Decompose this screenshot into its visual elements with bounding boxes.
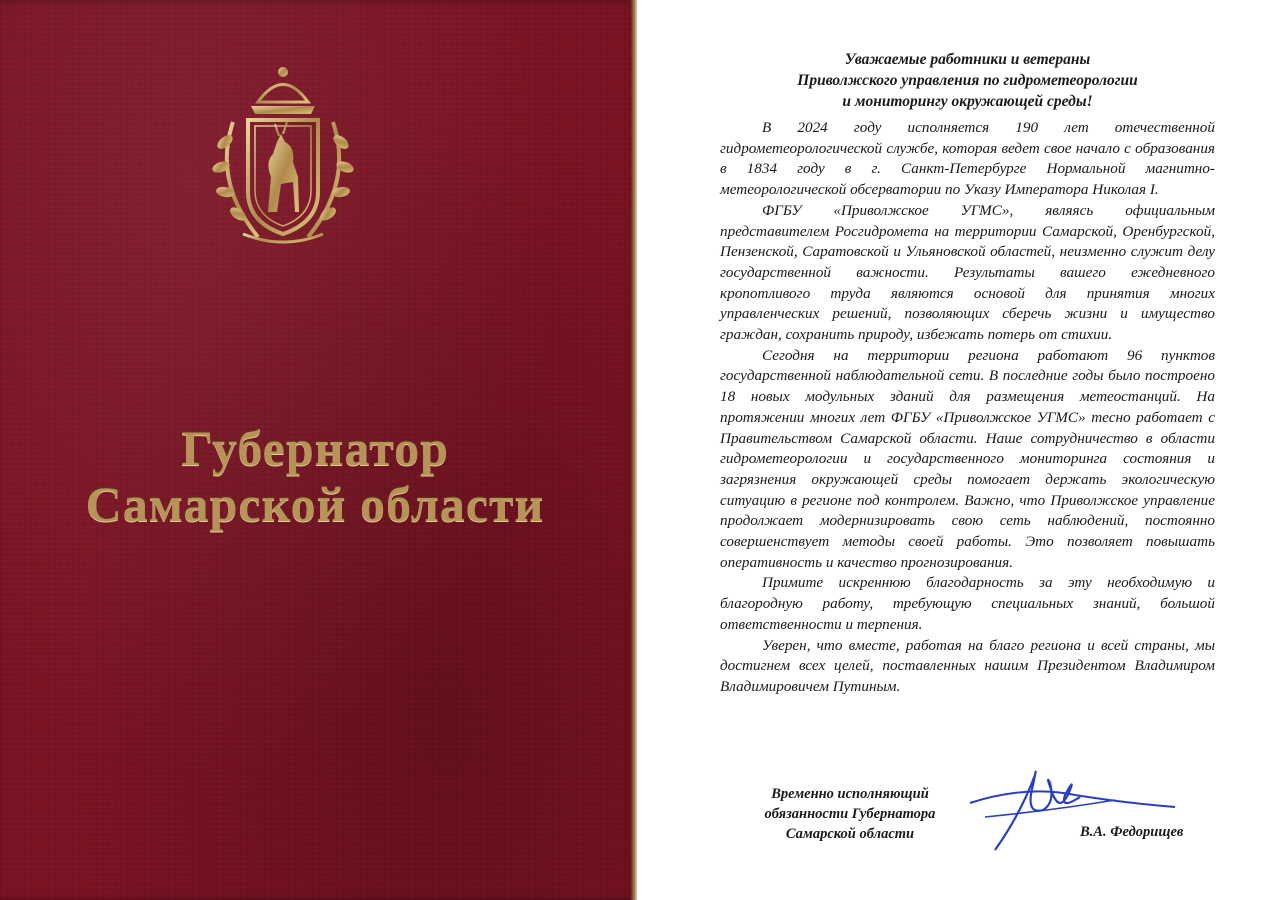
cover-title-line2: Самарской области: [85, 476, 545, 532]
position-line: Самарской области: [785, 826, 915, 842]
handwritten-signature-icon: [965, 755, 1195, 865]
page-edge: [630, 0, 637, 900]
paragraph: Примите искреннюю благодарность за эту необходимую и благородную работу, требующую специальных знаний, большой ответственности и терпения.: [720, 574, 1215, 633]
salutation-line: и мониторингу окружающей среды!: [842, 93, 1093, 110]
position-line: Временно исполняющий: [771, 786, 929, 802]
paragraph: Сегодня на территории региона работают 96 пунктов государственной наблюдательной сети. В последние годы было построено 18 новых модульных зданий для размещения метеостанций. На протяжении многих лет ФГБУ «Приволжское УГМС» тесно работает с Правительством Самарской области. Наше сотрудничество в области гидрометеорологии и государственного мониторинга состояния и загрязнения окружающей среды помогает держать экологическую ситуацию в регионе под контролем. Важно, что Приволжское управление продолжает модернизировать свою сеть наблюдений, постоянно совершенствует методы своей работы. Это позволяет повышать оперативность и качество прогнозирования.: [720, 346, 1215, 571]
samara-coat-of-arms-icon: [203, 62, 363, 252]
cover-title: [40, 420, 590, 532]
position-line: обязанности Губернатора: [764, 806, 936, 822]
signatory-name: В.А. Федорищев: [1080, 824, 1184, 840]
paragraph: В 2024 году исполняется 190 лет отечественной гидрометеорологической службе, которая ведет свое начало с образования в 1834 году в г. Санкт-Петербурге Нормальной магнитно-метеорологической обсерватории по Указу Императора Николая I.: [720, 119, 1215, 199]
paragraph: Уверен, что вместе, работая на благо региона и всей страны, мы достигнем всех целей, поставленных нашим Президентом Владимиром Владимировичем Путиным.: [720, 636, 1215, 695]
letter-body: [720, 118, 1215, 698]
salutation-line: Уважаемые работники и ветераны: [844, 51, 1091, 68]
salutation-line: Приволжского управления по гидрометеорологии: [797, 72, 1138, 89]
cover-page: [0, 0, 637, 900]
paragraph: ФГБУ «Приволжское УГМС», являясь официальным представителем Росгидромета на территории Самарской, Оренбургской, Пензенской, Саратовской и Ульяновской областей, неизменно служит делу государственной важности. Результаты вашего ежедневного кропотливого труда являются основой для принятия многих управленческих решений, позволяющих сберечь жизни и имущество граждан, сохранить природу, избежать потерь от стихии.: [720, 201, 1215, 344]
cover-title-line1: Губернатор: [181, 420, 449, 476]
signatory-position: [730, 784, 970, 844]
salutation: [700, 49, 1235, 112]
